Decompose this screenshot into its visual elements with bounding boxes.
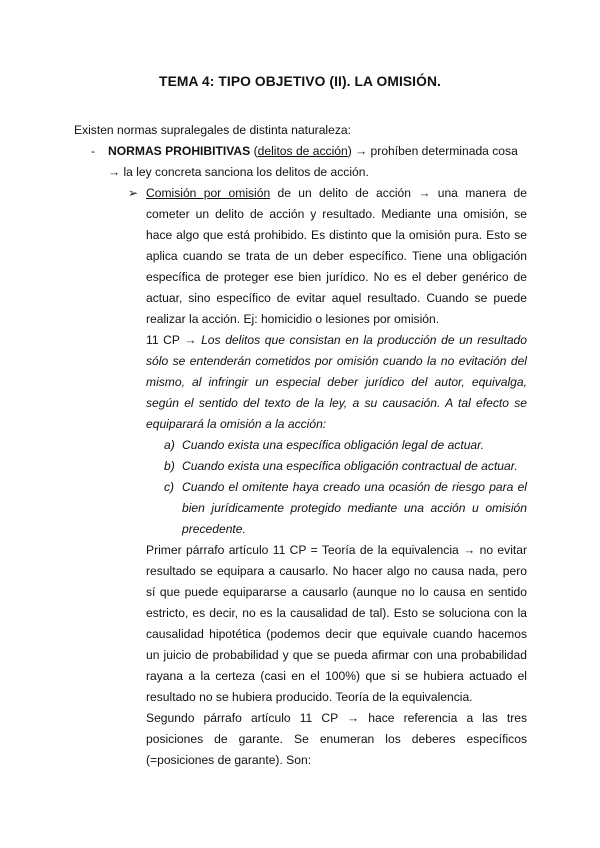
sub-p1-line-5: específica de proteger ese bien jurídico. No es el deber genérico de: [146, 270, 527, 284]
page-title: TEMA 4: TIPO OBJETIVO (II). LA OMISIÓN.: [159, 74, 441, 89]
section-bullet: -: [91, 144, 96, 158]
list-item-c-line-1: Cuando el omitente haya creado una ocasión de riesgo para el: [182, 480, 527, 494]
list-marker-a: a): [164, 438, 175, 452]
sub-p1-text-1: de un delito de acción → una manera de: [270, 186, 528, 200]
p3-line-3: (=posiciones de garante). Son:: [146, 753, 312, 767]
cp-text-1: Los delitos que consistan en la producción de un resultado: [201, 333, 528, 347]
section-heading-line: [108, 143, 518, 159]
p2-line-6: un juicio de probabilidad y que se pueda afirmar con una probabilidad: [146, 648, 527, 662]
cp-line-3: mismo, al infringir un especial deber jurídico del autor, equivalga,: [146, 375, 527, 389]
p2-line-5: causalidad hipotética (podemos decir que equivale cuando hacemos: [146, 627, 527, 641]
p3-line-1: Segundo párrafo artículo 11 CP → hace referencia a las tres: [146, 711, 527, 725]
cp-line-4: según el sentido del texto de la ley, a su causación. A tal efecto se: [146, 396, 527, 410]
p2-line-7: rayana a la certeza (casi en el 100%) que si se hubiera actuado el: [146, 669, 527, 683]
cp-line-2: sólo se entenderán cometidos por omisión cuando la no evitación del: [146, 354, 527, 368]
section-paren-rest: ) → prohíben determinada cosa: [347, 144, 518, 158]
p2-line-8: resultado no se hubiera producido. Teoría de la equivalencia.: [146, 690, 473, 704]
p2-line-3: sí que puede equipararse a causarlo (aunque no lo causa en sentido: [146, 585, 527, 599]
sub-p1-line-2: cometer un delito de acción y resultado. Mediante una omisión, se: [146, 207, 527, 221]
list-item-c-line-2: bien jurídicamente protegido mediante una acción u omisión: [182, 501, 527, 515]
section-link: delitos de acción: [257, 144, 348, 158]
sub-p1-line-3: hace algo que está prohibido. Es distinto que la omisión pura. Esto se: [146, 228, 527, 242]
cp-line-1: [146, 332, 527, 348]
sub-term: Comisión por omisión: [146, 186, 271, 200]
section-heading: NORMAS PROHIBITIVAS: [108, 144, 251, 158]
p2-line-4: estricto, es decir, no es la causalidad de tal). Esto se soluciona con la: [146, 606, 527, 620]
sub-p1-line-6: actuar, sino específico de evitar aquel resultado. Cuando se puede: [146, 291, 527, 305]
list-item-a: Cuando exista una específica obligación legal de actuar.: [182, 438, 485, 452]
list-item-b: Cuando exista una específica obligación contractual de actuar.: [182, 459, 518, 473]
cp-prefix: 11 CP →: [146, 333, 202, 347]
list-item-c-line-3: precedente.: [182, 522, 246, 536]
section-line-2: → la ley concreta sanciona los delitos de acción.: [108, 165, 369, 179]
sub-p1-line-4: aplica cuando se trata de un deber específico. Tiene una obligación: [146, 249, 527, 263]
list-marker-b: b): [164, 459, 175, 473]
list-marker-c: c): [164, 480, 175, 494]
sub-p1-line-1: [146, 185, 527, 201]
intro-text: Existen normas supralegales de distinta naturaleza:: [74, 123, 351, 137]
sub-p1-line-7: realizar la acción. Ej: homicidio o lesiones por omisión.: [146, 312, 440, 326]
p3-line-2: posiciones de garante. Se enumeran los deberes específicos: [146, 732, 527, 746]
section-paren-open: (: [250, 144, 258, 158]
p2-line-1: Primer párrafo artículo 11 CP = Teoría de la equivalencia → no evitar: [146, 543, 527, 557]
p2-line-2: resultado se equipara a causarlo. No hacer algo no causa nada, pero: [146, 564, 527, 578]
sub-bullet-arrow: ➢: [128, 186, 139, 200]
cp-line-5: equiparará la omisión a la acción:: [146, 417, 327, 431]
